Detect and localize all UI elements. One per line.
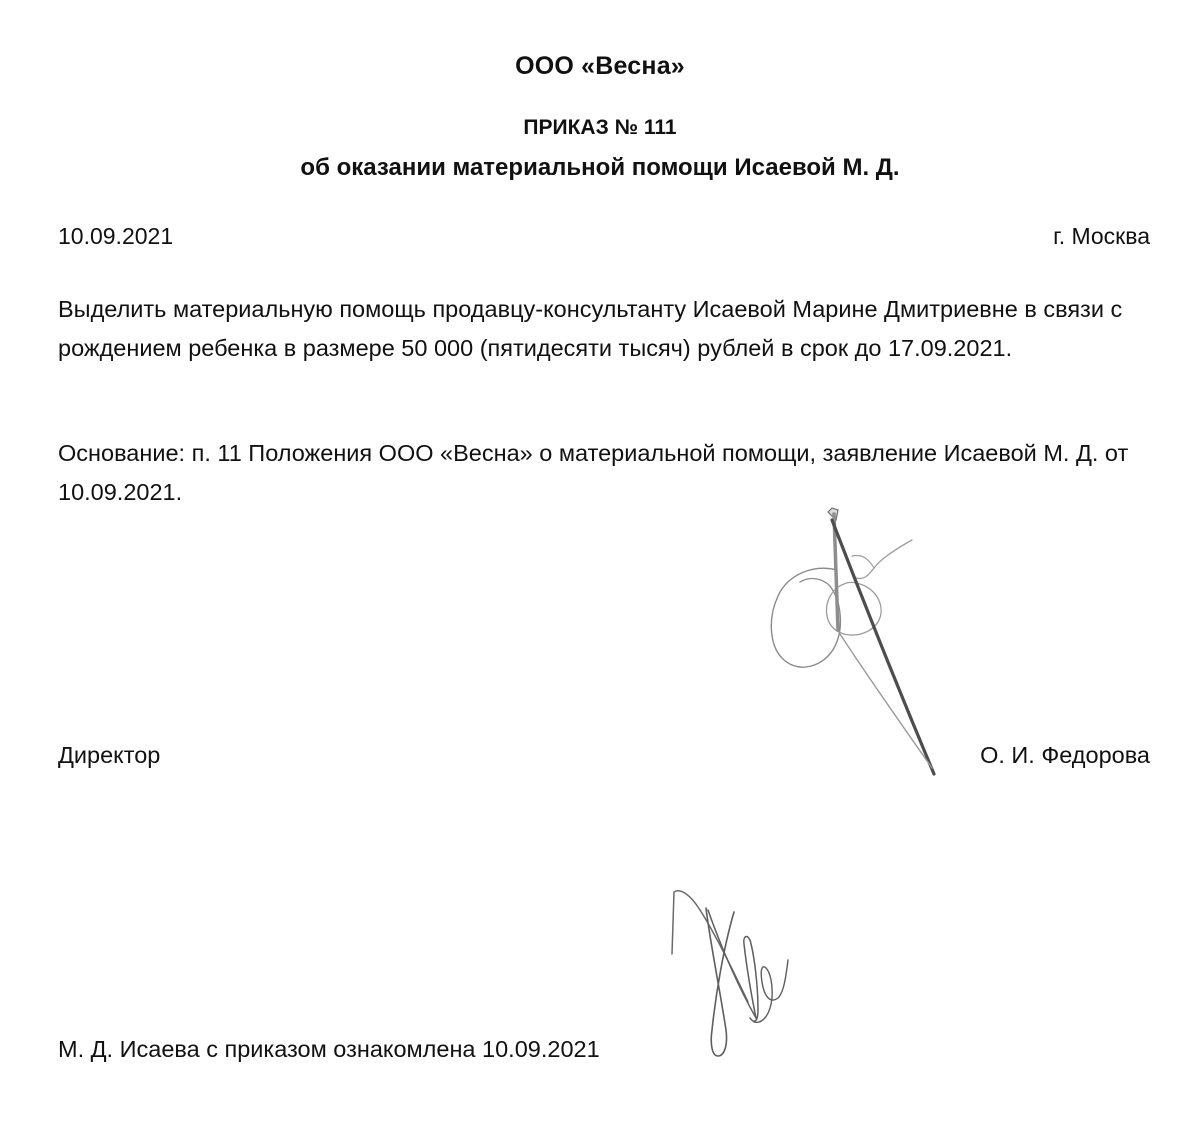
acknowledgement-row bbox=[58, 1036, 600, 1063]
order-subject-heading: об оказании материальной помощи Исаевой М. Д. bbox=[300, 154, 900, 181]
signature-role-label: Директор bbox=[58, 742, 161, 768]
document-date: 10.09.2021 bbox=[58, 223, 174, 249]
signature-employee-icon bbox=[650, 872, 830, 1067]
order-body-paragraph-2 bbox=[58, 434, 1150, 512]
document-meta-row bbox=[58, 223, 1150, 250]
director-signature-row bbox=[58, 742, 1150, 769]
organization-name: ООО «Весна» bbox=[515, 52, 685, 80]
order-body-text-1: Выделить материальную помощь продавцу-консультанту Исаевой Марине Дмитриевне в связи с рождением ребенка в размере 50 000 (пятидесяти тысяч) рублей в срок до 17.09.2021. bbox=[58, 296, 1123, 361]
acknowledgement-text: М. Д. Исаева с приказом ознакомлена 10.09.2021 bbox=[58, 1036, 600, 1062]
signature-name-label: О. И. Федорова bbox=[980, 742, 1150, 768]
order-basis-text: Основание: п. 11 Положения ООО «Весна» о материальной помощи, заявление Исаевой М. Д. от 10.09.2021. bbox=[58, 440, 1129, 505]
order-body-paragraph-1 bbox=[58, 290, 1150, 368]
order-number-heading: ПРИКАЗ № 111 bbox=[523, 116, 677, 139]
document-city: г. Москва bbox=[1053, 223, 1150, 249]
